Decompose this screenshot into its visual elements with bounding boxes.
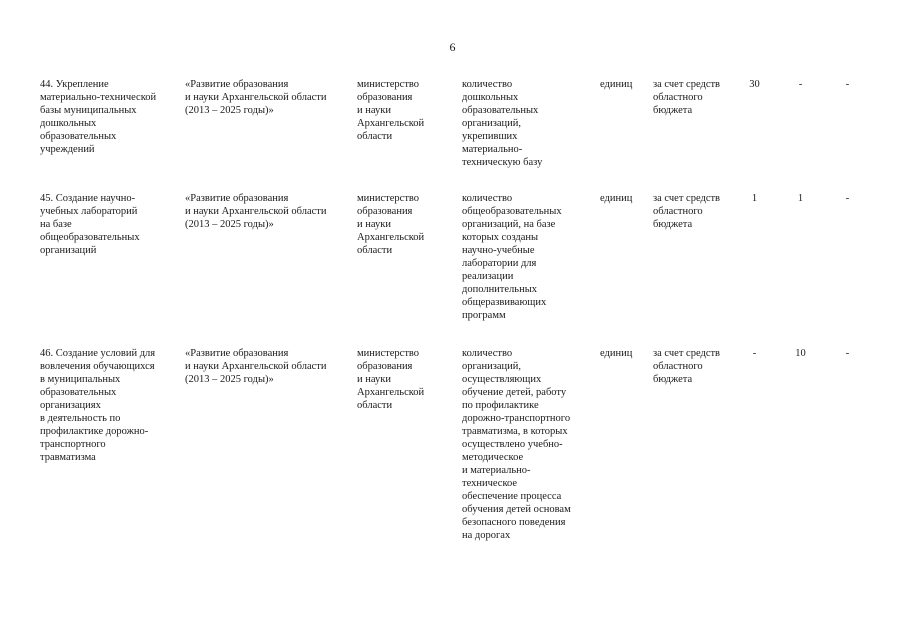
executor-cell: министерство образования и науки Архангельской области	[357, 79, 425, 142]
funding-source-cell: за счет средств областного бюджета	[653, 348, 721, 385]
unit-cell: единиц	[600, 79, 633, 90]
page-number: 6	[449, 40, 456, 54]
program-cell: «Развитие образования и науки Архангельской области (2013 – 2025 годы)»	[185, 79, 327, 116]
executor-cell: министерство образования и науки Архангельской области	[357, 193, 425, 256]
value-cell-2: 10	[795, 348, 806, 359]
program-cell: «Развитие образования и науки Архангельской области (2013 – 2025 годы)»	[185, 193, 327, 230]
measure-cell: 44. Укрепление материально-технической базы муниципальных дошкольных образовательных учреждений	[40, 79, 157, 155]
value-cell-1: 1	[751, 193, 758, 204]
value-cell-3: -	[845, 348, 850, 359]
executor-cell: министерство образования и науки Архангельской области	[357, 348, 425, 411]
value-cell-3: -	[845, 79, 850, 90]
indicator-cell: количество общеобразовательных организаций, на базе которых созданы научно-учебные лаборатории для реализации дополнительных общеразвивающих программ	[462, 193, 562, 321]
value-cell-1: -	[752, 348, 757, 359]
indicator-cell: количество дошкольных образовательных организаций, укрепивших материально- техническую базу	[462, 79, 543, 168]
value-cell-2: -	[798, 79, 803, 90]
indicator-cell: количество организаций, осуществляющих обучение детей, работу по профилактике дорожно-транспортного травматизма, в которых осуществлено учебно- методическое и материально- техническое обеспечение процесса обучения детей основам безопасного поведения на дорогах	[462, 348, 571, 541]
funding-source-cell: за счет средств областного бюджета	[653, 79, 721, 116]
measure-cell: 46. Создание условий для вовлечения обучающихся в муниципальных образовательных организациях в деятельность по профилактике дорожно- транспортного травматизма	[40, 348, 156, 463]
program-cell: «Развитие образования и науки Архангельской области (2013 – 2025 годы)»	[185, 348, 327, 385]
unit-cell: единиц	[600, 348, 633, 359]
value-cell-1: 30	[749, 79, 760, 90]
measure-cell: 45. Создание научно- учебных лабораторий на базе общеобразовательных организаций	[40, 193, 140, 256]
value-cell-3: -	[845, 193, 850, 204]
funding-source-cell: за счет средств областного бюджета	[653, 193, 721, 230]
unit-cell: единиц	[600, 193, 633, 204]
value-cell-2: 1	[797, 193, 804, 204]
